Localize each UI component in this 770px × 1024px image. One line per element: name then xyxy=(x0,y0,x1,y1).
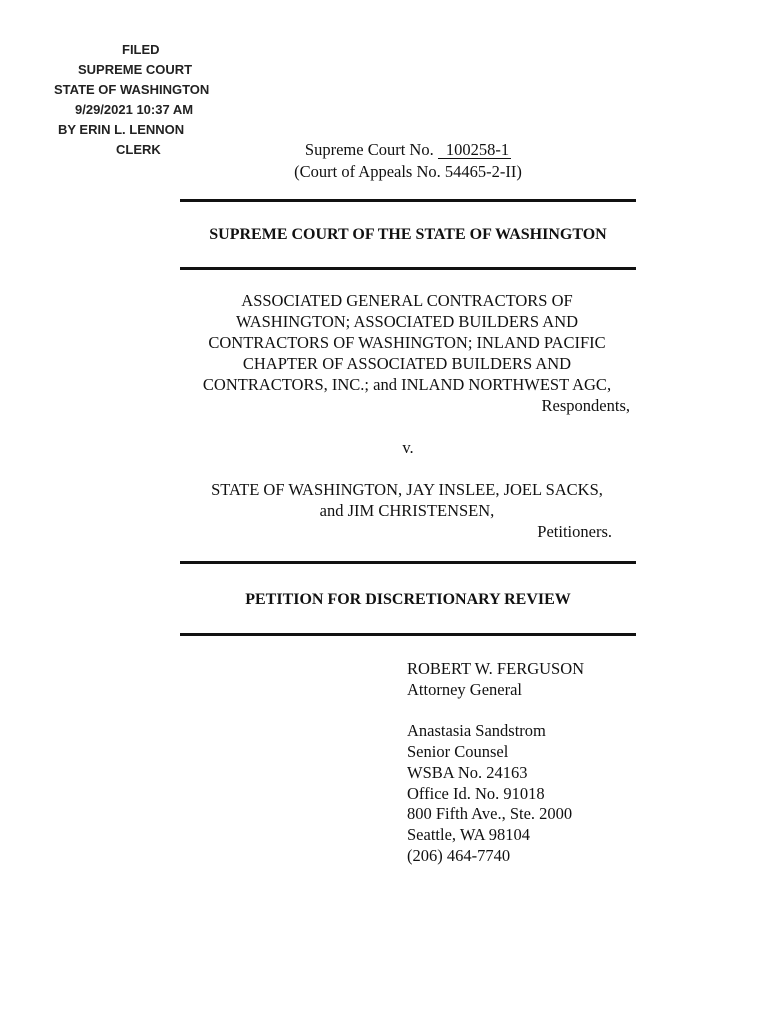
divider-rule xyxy=(180,561,636,564)
versus: v. xyxy=(402,438,414,457)
divider-rule xyxy=(180,267,636,270)
respondents-line: CONTRACTORS OF WASHINGTON; INLAND PACIFIC xyxy=(208,333,606,352)
respondents-line: CHAPTER OF ASSOCIATED BUILDERS AND xyxy=(242,354,572,373)
respondents-block xyxy=(184,290,630,416)
phone-number: (206) 464-7740 xyxy=(407,845,511,865)
petitioners-role: Petitioners. xyxy=(537,522,612,541)
stamp-court: SUPREME COURT xyxy=(78,62,193,77)
document-title: PETITION FOR DISCRETIONARY REVIEW xyxy=(245,591,571,608)
divider-rule xyxy=(180,199,636,202)
address-line-1: 800 Fifth Ave., Ste. 2000 xyxy=(407,804,573,824)
stamp-state: STATE OF WASHINGTON xyxy=(54,82,210,97)
supreme-court-number xyxy=(180,140,636,160)
respondents-line: CONTRACTORS, INC.; and INLAND NORTHWEST AGC, xyxy=(202,375,612,394)
counsel-block xyxy=(407,659,584,866)
respondents-role: Respondents, xyxy=(541,396,630,415)
court-of-appeals-number: (Court of Appeals No. 54465-2-II) xyxy=(294,162,522,181)
stamp-by-clerk: BY ERIN L. LENNON xyxy=(58,122,185,137)
stamp-datetime: 9/29/2021 10:37 AM xyxy=(75,102,194,117)
respondents-line: ASSOCIATED GENERAL CONTRACTORS OF xyxy=(241,291,573,310)
petitioners-line: and JIM CHRISTENSEN, xyxy=(319,501,495,520)
office-id: Office Id. No. 91018 xyxy=(407,783,545,803)
wsba-number: WSBA No. 24163 xyxy=(407,762,528,782)
stamp-filed: FILED xyxy=(122,42,160,57)
petitioners-line: STATE OF WASHINGTON, JAY INSLEE, JOEL SACKS, xyxy=(211,480,603,499)
address-line-2: Seattle, WA 98104 xyxy=(407,824,530,844)
attorney-general-title: Attorney General xyxy=(407,679,522,699)
stamp-clerk: CLERK xyxy=(116,142,161,157)
petitioners-block xyxy=(184,479,630,542)
respondents-line: WASHINGTON; ASSOCIATED BUILDERS AND xyxy=(235,312,579,331)
supreme-court-number-value: 100258-1 xyxy=(438,141,511,159)
attorney-general-name: ROBERT W. FERGUSON xyxy=(407,659,585,678)
divider-rule xyxy=(180,633,636,636)
attorney-title: Senior Counsel xyxy=(407,742,509,762)
supreme-court-number-label: Supreme Court No. xyxy=(304,140,434,159)
attorney-name: Anastasia Sandstrom xyxy=(407,721,546,741)
court-title: SUPREME COURT OF THE STATE OF WASHINGTON xyxy=(209,226,607,243)
